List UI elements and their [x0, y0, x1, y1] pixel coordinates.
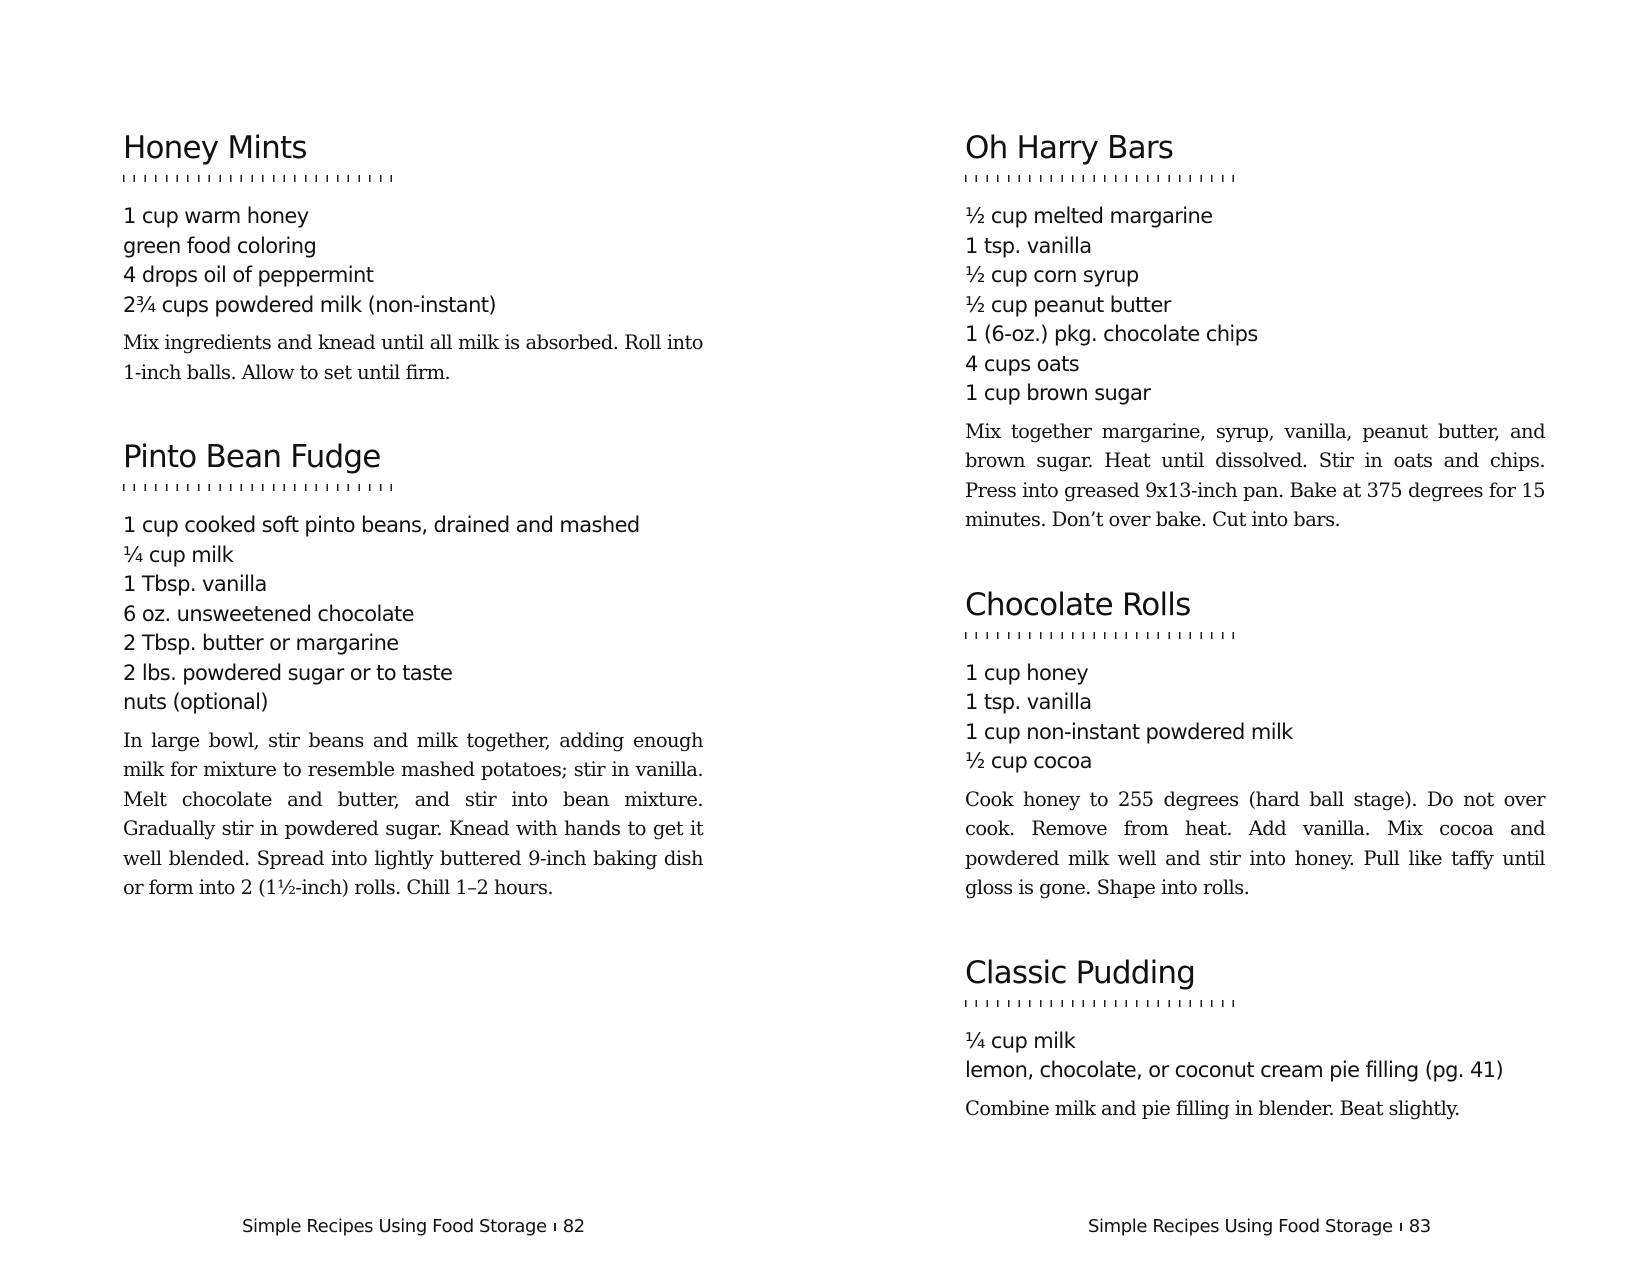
- footer-separator: [554, 1223, 556, 1231]
- ingredient: 1 (6-oz.) pkg. chocolate chips: [965, 322, 1258, 346]
- recipe-instructions: Combine milk and pie filling in blender. Beat slightly.: [965, 1096, 1460, 1120]
- footer-separator: [1400, 1223, 1402, 1231]
- ingredient: 1 cup brown sugar: [965, 381, 1151, 405]
- title-divider: [965, 1000, 1243, 1007]
- ingredient: 6 oz. unsweetened chocolate: [123, 601, 414, 626]
- title-divider: [123, 484, 401, 491]
- ingredient-list: [965, 659, 1545, 777]
- footer-book-title: Simple Recipes Using Food Storage: [242, 1216, 547, 1237]
- recipe-title: Classic Pudding: [965, 954, 1196, 991]
- ingredient: nuts (optional): [123, 690, 268, 714]
- recipe-pinto-bean-fudge: [123, 437, 703, 903]
- title-divider: [965, 632, 1243, 639]
- ingredient-list: [123, 202, 703, 320]
- recipe-instructions: Mix together margarine, syrup, vanilla, peanut butter, and brown sugar. Heat until dissolved. Stir in oats and chips. Press into greased 9x13-inch pan. Bake at 375 degrees for 15 minutes. Don’t over bake. Cut into bars.: [965, 419, 1545, 531]
- ingredient: lemon, chocolate, or coconut cream pie filling (pg. 41): [965, 1058, 1504, 1082]
- ingredient: 1 cup honey: [965, 660, 1089, 685]
- title-divider: [123, 175, 401, 182]
- ingredient: 1 tsp. vanilla: [965, 690, 1092, 714]
- ingredient: 1 Tbsp. vanilla: [123, 572, 267, 596]
- ingredient: 1 cup cooked soft pinto beans, drained and mashed: [123, 513, 640, 537]
- recipe-instructions: Mix ingredients and knead until all milk is absorbed. Roll into 1-inch balls. Allow to set until firm.: [123, 331, 703, 384]
- ingredient: 4 cups oats: [965, 351, 1080, 376]
- recipe-title: Honey Mints: [123, 130, 307, 166]
- ingredient: 2¾ cups powdered milk (non-instant): [123, 292, 497, 317]
- recipe-chocolate-rolls: [965, 585, 1545, 903]
- right-page: [825, 0, 1650, 1275]
- recipe-title: Pinto Bean Fudge: [123, 439, 381, 475]
- ingredient: ½ cup melted margarine: [965, 204, 1213, 228]
- ingredient-list: [965, 1027, 1545, 1086]
- title-divider: [965, 175, 1243, 182]
- ingredient: ½ cup corn syrup: [965, 263, 1139, 287]
- ingredient: 1 tsp. vanilla: [965, 233, 1092, 258]
- recipe-title: Chocolate Rolls: [965, 586, 1191, 623]
- page-footer: [1088, 1216, 1431, 1237]
- recipe-title: Oh Harry Bars: [965, 130, 1174, 166]
- footer-book-title: Simple Recipes Using Food Storage: [1088, 1216, 1393, 1237]
- ingredient: green food coloring: [123, 233, 317, 258]
- ingredient: ½ cup cocoa: [965, 749, 1092, 773]
- ingredient: 4 drops oil of peppermint: [123, 263, 374, 287]
- ingredient: ½ cup peanut butter: [965, 292, 1171, 317]
- page-footer: [242, 1216, 585, 1237]
- ingredient-list: [965, 202, 1545, 409]
- recipe-honey-mints: [123, 128, 703, 387]
- recipe-instructions: In large bowl, stir beans and milk together, adding enough milk for mixture to resemble mashed potatoes; stir in vanilla. Melt chocolate and butter, and stir into bean mixture. Gradually stir in powdered sugar. Knead with hands to get it well blended. Spread into lightly buttered 9-inch baking dish or form into 2 (1½-inch) rolls. Chill 1–2 hours.: [123, 728, 703, 899]
- ingredient: 2 Tbsp. butter or margarine: [123, 631, 399, 655]
- page-number: 82: [562, 1216, 585, 1237]
- recipe-oh-harry-bars: [965, 128, 1545, 535]
- ingredient: 1 cup warm honey: [123, 204, 309, 228]
- ingredient: 2 lbs. powdered sugar or to taste: [123, 660, 453, 685]
- left-column: [123, 128, 703, 953]
- page-number: 83: [1408, 1216, 1431, 1237]
- right-column: [965, 128, 1545, 1173]
- ingredient: 1 cup non-instant powdered milk: [965, 719, 1293, 744]
- recipe-classic-pudding: [965, 953, 1545, 1124]
- ingredient: ¼ cup milk: [965, 1028, 1076, 1053]
- recipe-instructions: Cook honey to 255 degrees (hard ball stage). Do not over cook. Remove from heat. Add vanilla. Mix cocoa and powdered milk well and stir into honey. Pull like taffy until gloss is gone. Shape into rolls.: [965, 787, 1545, 899]
- ingredient: ¼ cup milk: [123, 542, 234, 567]
- ingredient-list: [123, 511, 703, 718]
